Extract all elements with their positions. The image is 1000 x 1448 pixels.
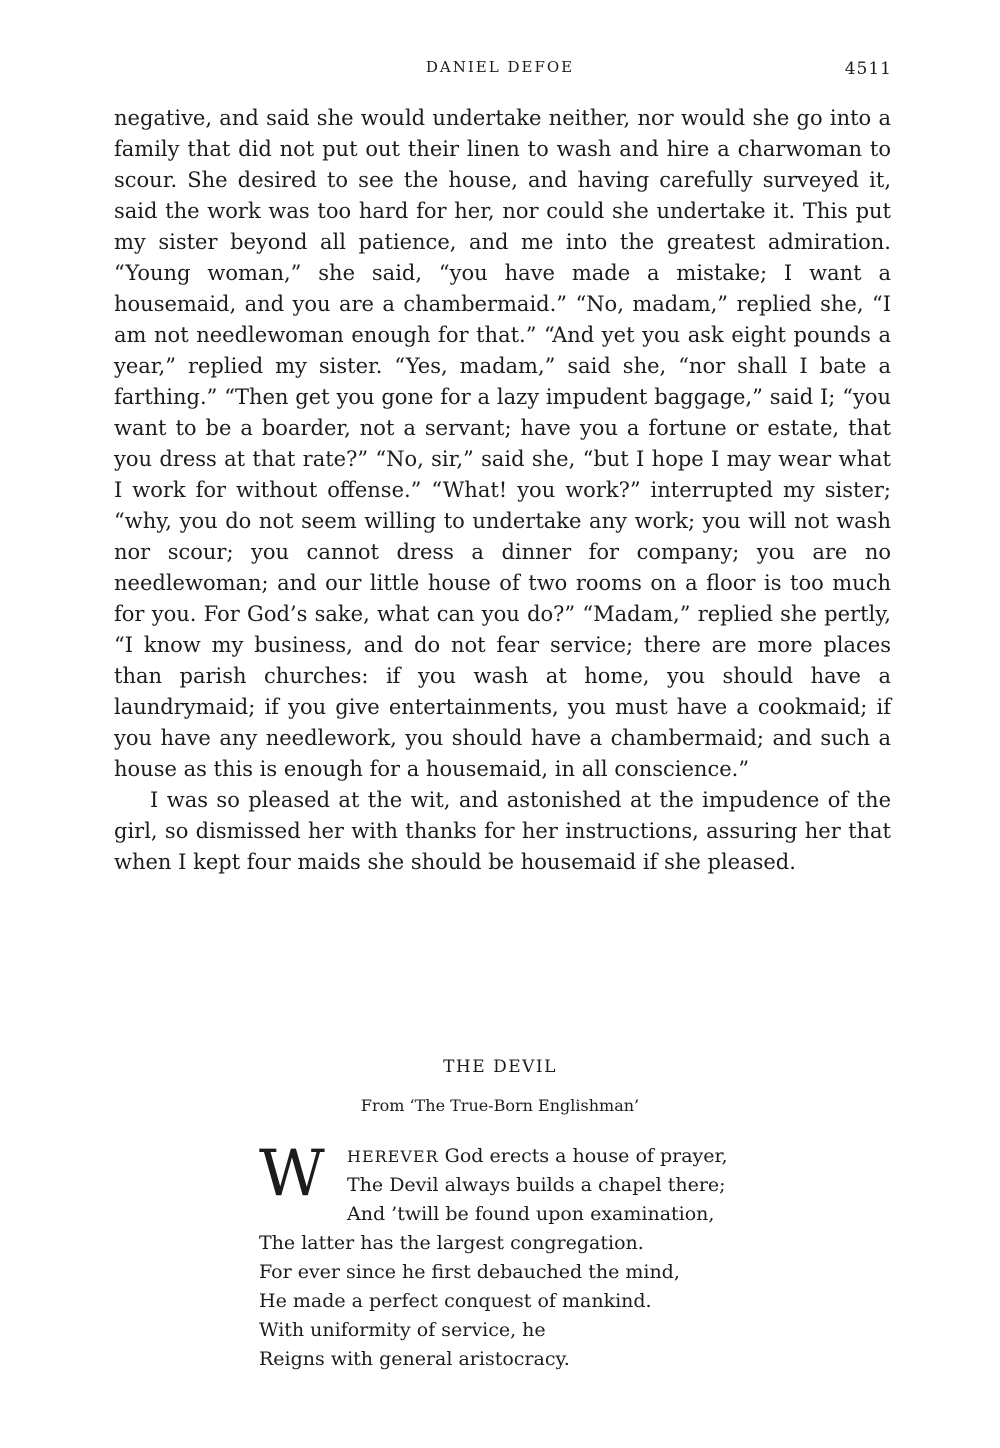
prose-body: [114, 103, 891, 878]
poem-source: From ‘The True-Born Englishman’: [360, 1096, 640, 1115]
poem-line-text: God erects a house of prayer,: [438, 1145, 728, 1167]
poem-line: [259, 1142, 819, 1171]
poem: [259, 1137, 819, 1374]
poem-line: With uniformity of service, he: [259, 1319, 546, 1341]
running-head: DANIEL DEFOE: [425, 58, 575, 76]
poem-title: THE DEVIL: [443, 1057, 557, 1077]
poem-line: The Devil always builds a chapel there;: [347, 1174, 726, 1196]
paragraph: negative, and said she would undertake neither, nor would she go into a family that did not put out their linen to wash and hire a charwoman to scour. She desired to see the house, and having carefully surveyed it, said the work was too hard for her, nor could she undertake it. This put my sister beyond all patience, and me into the greatest admiration. “Young woman,” she said, “you have made a mistake; I want a housemaid, and you are a chambermaid.” “No, madam,” replied she, “I am not needlewoman enough for that.” “And yet you ask eight pounds a year,” replied my sister. “Yes, madam,” said she, “nor shall I bate a farthing.” “Then get you gone for a lazy impudent baggage,” said I; “you want to be a boarder, not a servant; have you a fortune or estate, that you dress at that rate?” “No, sir,” said she, “but I hope I may wear what I work for without offense.” “What! you work?” interrupted my sister; “why, you do not seem willing to undertake any work; you will not wash nor scour; you cannot dress a dinner for company; you are no needlewoman; and our little house of two rooms on a floor is too much for you. For God’s sake, what can you do?” “Madam,” replied she pertly, “I know my business, and do not fear service; there are more places than parish churches: if you wash at home, you should have a laundrymaid; if you give entertainments, you must have a cookmaid; if you have any needlework, you should have a chambermaid; and such a house as this is enough for a housemaid, in all conscience.”: [114, 106, 891, 781]
paragraph: I was so pleased at the wit, and astonished at the impudence of the girl, so dismissed her with thanks for her instructions, assuring her that when I kept four maids she should be housemaid if she pleased.: [114, 788, 891, 874]
poem-line: For ever since he first debauched the mind,: [259, 1261, 680, 1283]
poem-line: He made a perfect conquest of mankind.: [259, 1290, 652, 1312]
poem-line-caps: HEREVER: [347, 1147, 439, 1166]
drop-cap: W: [259, 1137, 325, 1211]
poem-line: And ’twill be found upon examination,: [347, 1203, 715, 1225]
poem-line: Reigns with general aristocracy.: [259, 1348, 570, 1370]
page-number: 4511: [844, 59, 892, 79]
poem-line: The latter has the largest congregation.: [259, 1232, 644, 1254]
